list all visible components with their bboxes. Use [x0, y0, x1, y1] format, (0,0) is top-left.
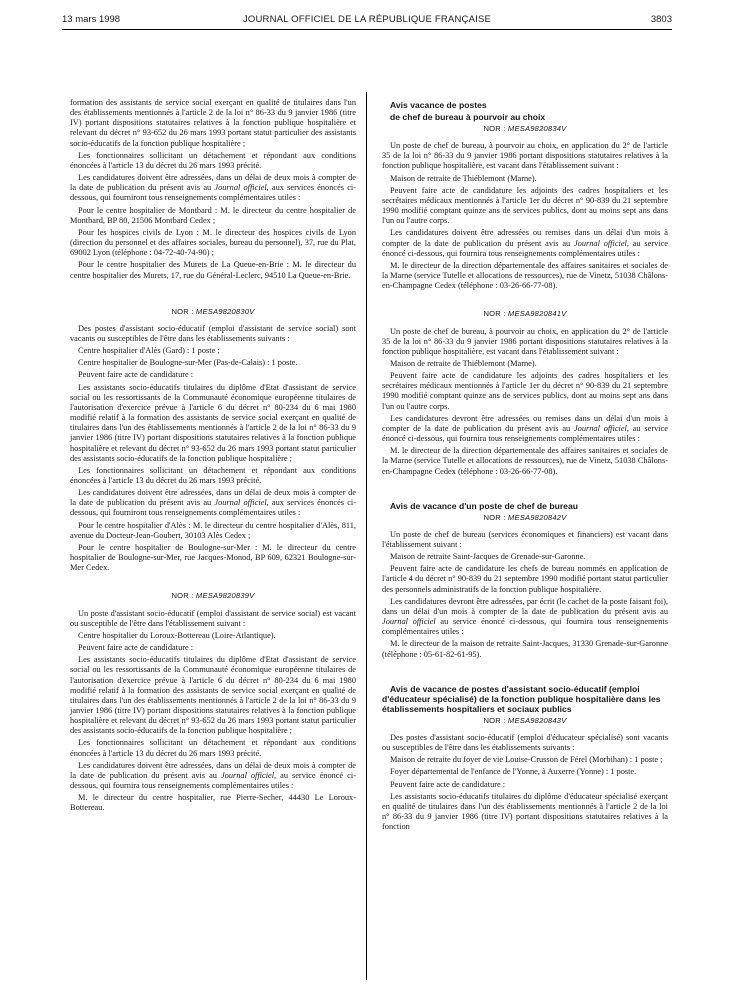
- paragraph: Les assistants socio-éducatifs titulaires du diplôme d'Etat d'assistant de service social ou les ressortissants de la Communauté économique européenne titulaires de l'autorisation d'exercice prévue à l'article 6 du décret n° 80-234 du 6 mai 1980 modifié relatif à la formation des assistants de service social exerçant en qualité de titulaires dans l'un des établissements mentionnés à l'article 2 de la loi n° 86-33 du 9 janvier 1986 (titre IV) portant dispositions statutaires relatives à la fonction publique hospitalière et relevant du décret n° 93-652 du 26 mars 1993 portant statut particulier des assistants socio-éducatifs de la fonction publique hospitalière ;: [70, 655, 356, 736]
- nor-code: MESA9820843V: [507, 715, 567, 725]
- notice-mesa9820841v: [382, 309, 668, 476]
- paragraph: Maison de retraite de Thiéblemont (Marne).: [390, 358, 537, 368]
- notice-mesa9820839v: [70, 591, 356, 813]
- right-column: [382, 100, 668, 834]
- paragraph: Des postes d'assistant socio-éducatif (emploi d'assistant de service social) sont vacants ou susceptibles de l'être dans les établissements suivants :: [70, 323, 356, 343]
- page-number: 3803: [650, 14, 672, 25]
- paragraph: Peuvent faire acte de candidature :: [390, 779, 506, 789]
- header-rule: [62, 29, 672, 30]
- paragraph: Les fonctionnaires sollicitant un détachement et répondant aux conditions énoncées à l'article 13 du décret du 26 mars 1993 précité.: [70, 465, 356, 485]
- notice-mesa9820830v: [70, 307, 356, 574]
- paragraph: Un poste de chef de bureau, à pourvoir au choix, en application du 2° de l'article 35 de la loi n° 86-33 du 9 janvier 1986 portant dispositions statutaires relatives à la fonction publique hospitalière, est vacant dans l'établissement suivant :: [382, 326, 668, 356]
- paragraph: Maison de retraite Saint-Jacques de Grenade-sur-Garonne.: [390, 552, 586, 562]
- section-title: Avis de vacance d'un poste de chef de bureau: [390, 500, 578, 511]
- paragraph: Des postes d'assistant socio-éducatif (emploi d'éducateur spécialisé) sont vacants ou susceptibles de l'être dans les établissements suivants :: [382, 732, 668, 753]
- left-column: [70, 98, 356, 816]
- nor-reference: [382, 513, 668, 523]
- nor-reference: [382, 309, 668, 319]
- paragraph: Les candidatures devront être adressées ou remises dans un délai d'un mois à compter de la date de publication du présent avis au Journal officiel, au service énoncé ci-dessous, qui fournira tous renseignements complémentaires utiles :: [382, 413, 668, 444]
- paragraph: Pour le centre hospitalier de Boulogne-sur-Mer : M. le directeur du centre hospitalier de Boulogne-sur-Mer, rue Jacques-Monod, BP 609, 62321 Boulogne-sur-Mer Cedex.: [70, 542, 356, 573]
- paragraph: Pour le centre hospitalier des Murets de La Queue-en-Brie : M. le directeur du centre hospitalier des Murets, 17, rue du Général-Leclerc, 94510 La Queue-en-Brie.: [70, 260, 356, 280]
- paragraph: Les candidatures doivent être adressées ou remises dans un délai d'un mois à compter de la date de publication du présent avis au Journal officiel, au service énoncé ci-dessous, qui fournira tous renseignements complémentaires utiles :: [382, 228, 668, 258]
- journal-officiel-italic: Journal officiel: [214, 183, 267, 193]
- paragraph: Peuvent faire acte de candidature les chefs de bureau nommés en application de l'article 4 du décret n° 90-839 du 21 septembre 1990 modifié portant statut particulier des personnels administratifs de la fonction publique hospitalière.: [382, 564, 668, 594]
- paragraph: Les candidatures devront être adressées, par écrit (le cachet de la poste faisant foi), dans un délai d'un mois à compter de la date de publication du présent avis au Journal officiel au service énoncé ci-dessous, qui fournira tous renseignements complémentaires utiles :: [382, 596, 668, 637]
- paragraph: M. le directeur du centre hospitalier, rue Pierre-Secher, 44430 Le Loroux-Bottereau.: [70, 793, 356, 813]
- paragraph: Les fonctionnaires sollicitant un détachement et répondant aux conditions énoncées à l'article 13 du décret du 26 mars 1993 précité.: [70, 150, 356, 170]
- paragraph: Peuvent faire acte de candidature :: [78, 370, 194, 380]
- nor-label: NOR :: [483, 512, 506, 522]
- notice-mesa9820834v: [382, 100, 668, 291]
- nor-reference: [382, 716, 668, 726]
- paragraph: Les assistants socio-éducatifs titulaires du diplôme d'Etat d'assistant de service social ou les ressortissants de la Communauté économique européenne titulaires de l'autorisation d'exercice prévue à l'article 6 du décret n° 80-234 du 6 mai 1980 modifié relatif à la formation des assistants de service social exerçant en qualité de titulaires dans l'un des établissements mentionnés à l'article 2 de la loi n° 86-33 du 9 janvier 1986 (titre IV) portant dispositions statutaires relatives à la fonction publique hospitalière et relevant du décret n° 93-652 du 26 mars 1993 portant statut particulier des assistants socio-éducatifs de la fonction publique hospitalière ;: [70, 382, 356, 463]
- paragraph: Centre hospitalier d'Alès (Gard) : 1 poste ;: [78, 346, 220, 356]
- paragraph: Les fonctionnaires sollicitant un détachement et répondant aux conditions énoncées à l'article 13 du décret du 26 mars 1993 précité.: [70, 738, 356, 758]
- paragraph: Peuvent faire acte de candidature les adjoints des cadres hospitaliers et les secrétaires médicaux mentionnés à l'article 1er du décret n° 90-839 du 21 septembre 1990 modifié comptant quinze ans de services publics, dont au moins sept ans dans l'un ou l'autre corps.: [382, 185, 668, 226]
- nor-reference: [70, 591, 356, 601]
- paragraph: Les assistants socio-éducatifs titulaires du diplôme d'éducateur spécialisé exerçant en qualité de titulaires dans l'un des établissements mentionnés à l'article 2 de la loi n° 86-33 du 9 janvier 1986 (titre IV) portant dispositions statutaires relatives à la fonction: [382, 791, 668, 832]
- section-title: Avis vacance de postes: [390, 100, 487, 110]
- notice-mesa9820843v: [382, 684, 668, 833]
- notice-mesa9820842v: [382, 501, 668, 660]
- nor-code: MESA9820834V: [507, 124, 567, 133]
- paragraph: Maison de retraite du foyer de vie Louise-Crusson de Férel (Morbihan) : 1 poste ;: [390, 755, 663, 765]
- journal-officiel-italic: Journal officiel: [382, 617, 436, 627]
- paragraph: Un poste d'assistant socio-éducatif (emploi d'assistant de service social) est vacant ou susceptible de l'être dans l'établissement suivant :: [70, 608, 356, 628]
- nor-label: NOR :: [483, 124, 506, 133]
- section-title: Avis de vacance de postes d'assistant socio-éducatif (emploi d'éducateur spécialisé) de la fonction publique hospitalière dans les établissements hospitaliers et sociaux publics: [382, 683, 661, 714]
- paragraph: Pour le centre hospitalier d'Alès : M. le directeur du centre hospitalier d'Alès, 811, avenue du Docteur-Jean-Goubert, 30103 Alès Cedex ;: [70, 520, 356, 540]
- nor-code: MESA9820839V: [195, 591, 255, 601]
- journal-officiel-italic: Journal officiel: [220, 770, 275, 780]
- nor-code: MESA9820830V: [195, 306, 255, 316]
- nor-label: NOR :: [171, 591, 194, 601]
- paragraph: Foyer départemental de l'enfance de l'Yonne, à Auxerre (Yonne) : 1 poste.: [390, 767, 637, 777]
- paragraph: Un poste de chef de bureau, à pourvoir au choix, en application du 2° de l'article 35 de la loi n° 86-33 du 9 janvier 1986 portant dispositions statutaires relatives à la fonction publique hospitalière, est vacant dans l'établissement suivant :: [382, 141, 668, 171]
- paragraph: Centre hospitalier de Boulogne-sur-Mer (Pas-de-Calais) : 1 poste.: [78, 358, 298, 368]
- paragraph: Centre hospitalier du Loroux-Bottereau (Loire-Atlantique).: [78, 630, 276, 640]
- journal-title: JOURNAL OFFICIEL DE LA RÉPUBLIQUE FRANÇAISE: [242, 14, 492, 25]
- column-divider: [366, 92, 367, 980]
- paragraph: Les candidatures doivent être adressées, dans un délai de deux mois à compter de la date de publication du présent avis au Journal officiel, aux services énoncés ci-dessous, qui fourniront tous renseignements complémentaires utiles :: [70, 173, 356, 203]
- paragraph: Pour les hospices civils de Lyon : M. le directeur des hospices civils de Lyon (direction du personnel et des affaires sociales, bureau du personnel), 37, rue du Plat, 69002 Lyon (téléphone : 04-72-40-74-90) ;: [70, 227, 356, 258]
- paragraph: M. le directeur de la direction départementale des affaires sanitaires et sociales de la Marne (service Tutelle et allocations de ressources), rue de Vinetz, 51038 Châlons-en-Champagne Cedex (téléphone : 03-26-66-77-08).: [382, 260, 668, 291]
- nor-reference: [70, 307, 356, 317]
- paragraph: Peuvent faire acte de candidature les adjoints des cadres hospitaliers et les secrétaires médicaux mentionnés à l'article 1er du décret n° 90-839 du 21 septembre 1990 modifié comptant quinze ans de services publics, dont au moins sept ans dans l'un ou l'autre corps.: [382, 371, 668, 411]
- paragraph: M. le directeur de la direction départementale des affaires sanitaires et sociales de la Marne (service Tutelle et allocations de ressources), rue de Vinetz, 51038 Châlons-en-Champagne Cedex (téléphone : 03-26-66-77-08).: [382, 446, 668, 476]
- issue-date: 13 mars 1998: [62, 14, 121, 25]
- paragraph: Maison de retraite de Thiéblemont (Marne).: [390, 173, 537, 183]
- paragraph: Les candidatures doivent être adressées, dans un délai de deux mois à compter de la date de publication du présent avis au Journal officiel, au service énoncé ci-dessous, qui fournira tous renseignements complémentaires utiles :: [70, 760, 356, 791]
- nor-code: MESA9820841V: [507, 309, 567, 319]
- paragraph: Peuvent faire acte de candidature :: [78, 643, 194, 653]
- section-title-line-2: de chef de bureau à pourvoir au choix: [390, 112, 546, 122]
- nor-reference: [382, 124, 668, 134]
- paragraph: formation des assistants de service social exerçant en qualité de titulaires dans l'un des établissements mentionnés à l'article 2 de la loi n° 86-33 du 9 janvier 1986 (titre IV) portant dispositions statutaires relatives à la fonction publique hospitalière et relevant du décret n° 93-652 du 26 mars 1993 portant statut particulier des assistants socio-éducatifs de la fonction publique hospitalière ;: [70, 98, 356, 148]
- nor-label: NOR :: [483, 715, 506, 725]
- page-header: [62, 14, 672, 28]
- paragraph: Pour le centre hospitalier de Montbard : M. le directeur du centre hospitalier de Montbard, BP 80, 21506 Montbard Cedex ;: [70, 205, 356, 225]
- paragraph: Un poste de chef de bureau (services économiques et financiers) est vacant dans l'établissement suivant :: [382, 529, 668, 549]
- paragraph: Les candidatures doivent être adressées, dans un délai de deux mois à compter de la date de publication du présent avis au Journal officiel, aux services énoncés ci-dessous, qui fourniront tous renseignements complémentaires utiles :: [70, 488, 356, 518]
- nor-code: MESA9820842V: [507, 512, 567, 522]
- nor-label: NOR :: [171, 306, 194, 316]
- continued-notice: [70, 98, 356, 281]
- journal-officiel-italic: Journal officiel: [573, 423, 627, 433]
- journal-officiel-italic: Journal officiel: [214, 498, 267, 508]
- nor-label: NOR :: [483, 309, 506, 319]
- journal-officiel-italic: Journal officiel: [573, 238, 627, 248]
- paragraph: M. le directeur de la maison de retraite Saint-Jacques, 31330 Grenade-sur-Garonne (téléphone : 05-61-82-61-95).: [382, 639, 668, 659]
